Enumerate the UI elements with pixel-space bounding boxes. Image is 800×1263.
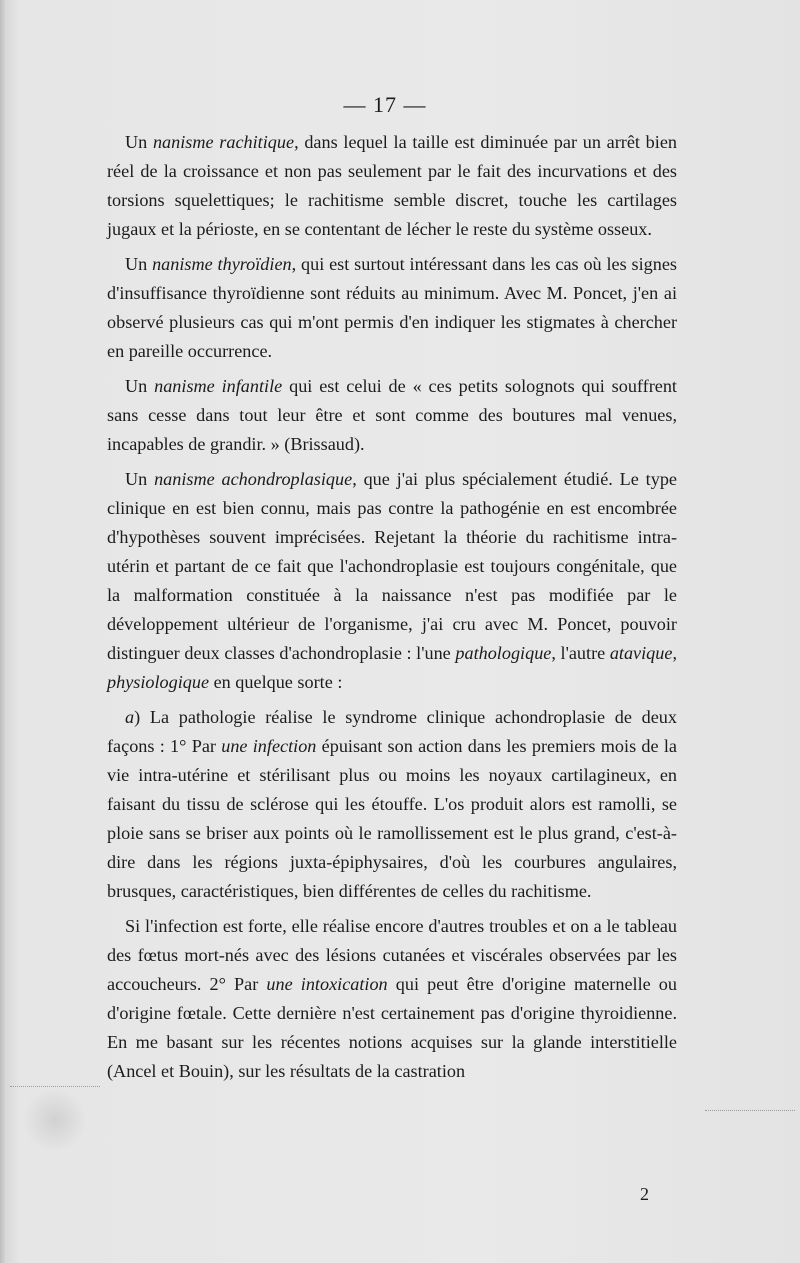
italic-text-run: nanisme thyroïdien	[152, 254, 292, 274]
paragraph-nanisme-rachitique	[107, 128, 677, 244]
paragraph-infection-forte	[107, 912, 677, 1086]
paragraph-pathologie-a	[107, 703, 677, 906]
body-text	[107, 128, 677, 1086]
page-number: — 17 —	[343, 92, 427, 117]
text-run: Un	[125, 469, 155, 489]
text-run: en quelque sorte :	[209, 672, 343, 692]
paragraph-nanisme-infantile	[107, 372, 677, 459]
text-run: Un	[125, 132, 153, 152]
text-run: Un	[125, 376, 155, 396]
text-run: Si l'infection est forte, elle réalise encore d'autres troubles et on a le tableau des fœtus mort-nés avec des lésions cutanées et viscérales observées par les accoucheurs. 2° Par	[107, 916, 677, 994]
italic-text-run: physiologique	[107, 672, 210, 692]
paper-stain	[20, 1090, 90, 1150]
text-run: , que j'ai plus spécialement étudié. Le type clinique en est bien connu, mais pas contre la pathogénie en est encombrée d'hypothèses souvent imprécisées. Rejetant la théorie du rachitisme intra-utérin et partant de ce fait que l'achondroplasie est toujours congénitale, que la malformation constituée à la naissance n'est pas modifiée par le développement ultérieur de l'organisme, j'ai cru avec M. Poncet, pouvoir distinguer deux classes d'achondroplasie : l'une	[107, 469, 677, 663]
margin-mark-left	[10, 1086, 100, 1087]
italic-text-run: atavique	[609, 643, 673, 663]
italic-text-run: nanisme rachitique	[152, 132, 295, 152]
italic-text-run: une infection	[221, 736, 317, 756]
italic-text-run: une intoxication	[266, 974, 388, 994]
text-run: ) La pathologie réalise le syndrome clinique achondroplasie de deux façons : 1° Par	[107, 707, 677, 756]
signature-mark: 2	[640, 1184, 649, 1204]
text-run: Un	[125, 254, 153, 274]
text-run: qui est celui de « ces petits solognots qui souffrent sans cesse dans tout leur être et sont comme des boutures mal venues, incapables de grandir. » (Brissaud).	[107, 376, 677, 454]
text-run: ,	[672, 643, 677, 663]
text-run: épuisant son action dans les premiers mois de la vie intra-utérine et stérilisant plus ou moins les noyaux cartilagineux, en faisant du tissu de sclérose qui les étouffe. L'os produit alors est ramolli, se ploie sans se briser aux points où le ramollissement est le plus grand, c'est-à-dire dans les régions juxta-épiphysaires, d'où les courbures angulaires, brusques, caractéristiques, bien différentes de celles du rachitisme.	[107, 736, 677, 901]
text-run: , qui est surtout intéressant dans les cas où les signes d'insuffisance thyroïdienne sont réduits au minimum. Avec M. Poncet, j'en ai observé plusieurs cas qui m'ont permis d'en indiquer les stigmates à chercher en pareille occurrence.	[107, 254, 677, 361]
italic-text-run: nanisme infantile	[154, 376, 283, 396]
text-run: qui peut être d'origine maternelle ou d'origine fœtale. Cette dernière n'est certainement pas d'origine thyroidienne. En me basant sur les récentes notions acquises sur la glande interstitielle (Ancel et Bouin), sur les résultats de la castration	[107, 974, 677, 1081]
paragraph-nanisme-thyroidien	[107, 250, 677, 366]
italic-text-run: pathologique	[455, 643, 552, 663]
text-run: , l'autre	[551, 643, 610, 663]
margin-mark-right	[705, 1110, 795, 1111]
italic-text-run: a	[125, 707, 135, 727]
text-run: , dans lequel la taille est diminuée par un arrêt bien réel de la croissance et non pas seulement par le fait des incurvations et des torsions squelettiques; le rachitisme semble discret, touche les cartilages jugaux et la périoste, en se contentant de lécher le reste du système osseux.	[107, 132, 677, 239]
paragraph-nanisme-achondroplasique	[107, 465, 677, 697]
italic-text-run: nanisme achondroplasique	[154, 469, 353, 489]
